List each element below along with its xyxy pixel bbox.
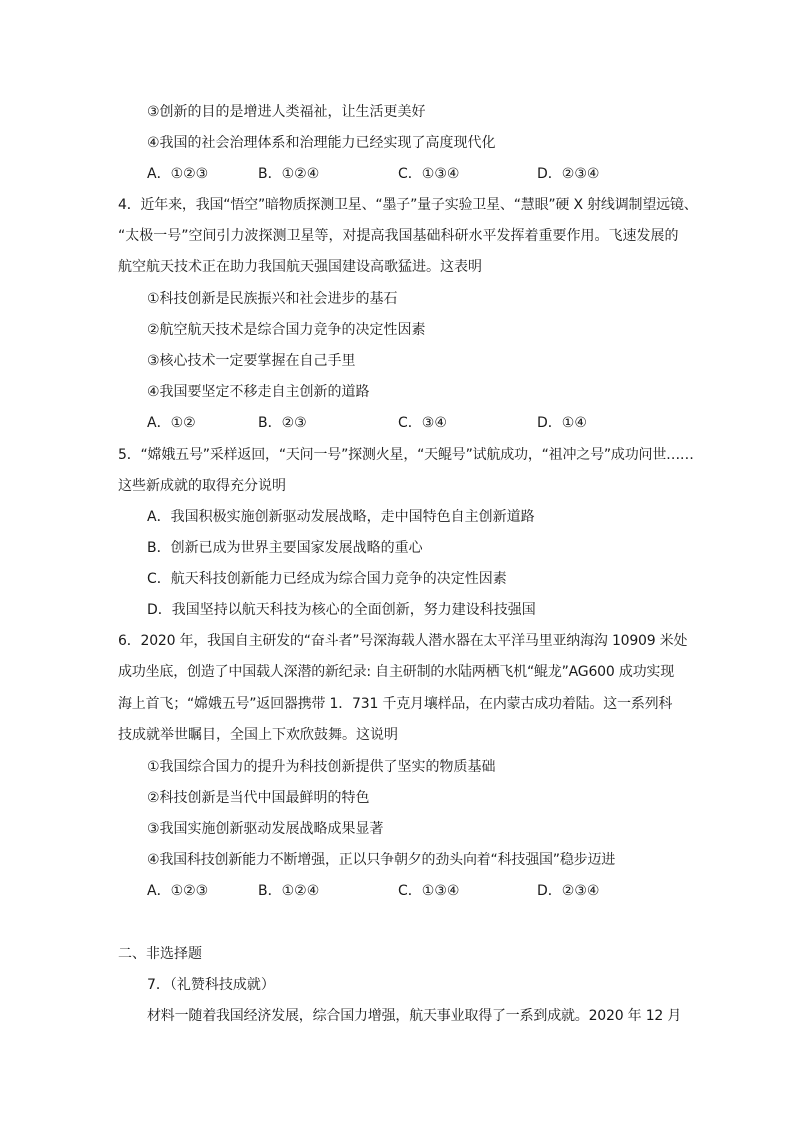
q6-item-1: ①我国综合国力的提升为科技创新提供了坚实的物质基础 bbox=[147, 759, 496, 775]
q6-item-3: ③我国实施创新驱动发展战略成果显著 bbox=[147, 821, 384, 837]
q6-item-2: ②科技创新是当代中国最鲜明的特色 bbox=[147, 790, 370, 806]
q6-option-b: B．①②④ bbox=[258, 883, 320, 899]
q3-item-4: ④我国的社会治理体系和治理能力已经实现了高度现代化 bbox=[147, 135, 496, 151]
q3-option-b: B．①②④ bbox=[258, 166, 320, 182]
q4-option-d: D．①④ bbox=[537, 415, 587, 431]
q5-option-d: D．我国坚持以航天科技为核心的全面创新，努力建设科技强国 bbox=[147, 602, 536, 618]
q4-stem-line-2: “太极一号”空间引力波探测卫星等，对提高我国基础科研水平发挥着重要作用。飞速发展的 bbox=[118, 228, 679, 244]
q4-item-2: ②航空航天技术是综合国力竞争的决定性因素 bbox=[147, 322, 426, 338]
q6-stem-line-4: 技成就举世瞩目，全国上下欢欣鼓舞。这说明 bbox=[118, 727, 398, 743]
q6-stem-line-2: 成功坐底，创造了中国载人深潜的新纪录: 自主研制的水陆两栖飞机“鲲龙”AG600 成功实现 bbox=[118, 664, 675, 680]
q5-option-c: C．航天科技创新能力已经成为综合国力竞争的决定性因素 bbox=[147, 571, 507, 587]
q7-title: 7．（礼赞科技成就） bbox=[147, 977, 275, 993]
q4-option-c: C．③④ bbox=[398, 415, 447, 431]
q5-stem-line-2: 这些新成就的取得充分说明 bbox=[118, 478, 286, 494]
q6-item-4: ④我国科技创新能力不断增强，正以只争朝夕的劲头向着“科技强国”稳步迈进 bbox=[147, 852, 616, 868]
q6-option-c: C．①③④ bbox=[398, 883, 460, 899]
q3-option-a: A．①②③ bbox=[147, 166, 209, 182]
q4-option-b: B．②③ bbox=[258, 415, 307, 431]
q4-stem-line-1: 4．近年来，我国“悟空”暗物质探测卫星、“墨子”量子实验卫星、“慧眼”硬 X 射线调制望远镜、 bbox=[118, 197, 698, 213]
q4-option-a: A．①② bbox=[147, 415, 196, 431]
q7-material-line-1: 材料一随着我国经济发展，综合国力增强，航天事业取得了一系到成就。2020 年 12 月 bbox=[147, 1008, 682, 1024]
q4-stem-line-3: 航空航天技术正在助力我国航天强国建设高歌猛进。这表明 bbox=[118, 259, 482, 275]
q6-option-d: D．②③④ bbox=[537, 883, 600, 899]
q6-option-a: A．①②③ bbox=[147, 883, 209, 899]
q5-stem-line-1: 5．“嫦娥五号”采样返回，“天问一号”探测火星，“天鲲号”试航成功，“祖冲之号”成功问世…… bbox=[118, 447, 694, 463]
q3-item-3: ③创新的目的是增进人类福祉，让生活更美好 bbox=[147, 104, 426, 120]
q5-option-a: A．我国积极实施创新驱动发展战略，走中国特色自主创新道路 bbox=[147, 509, 535, 525]
q5-option-b: B．创新已成为世界主要国家发展战略的重心 bbox=[147, 540, 423, 556]
q4-item-1: ①科技创新是民族振兴和社会进步的基石 bbox=[147, 291, 398, 307]
q4-item-3: ③核心技术一定要掌握在自己手里 bbox=[147, 353, 356, 369]
q3-option-c: C．①③④ bbox=[398, 166, 460, 182]
q6-stem-line-3: 海上首飞；“嫦娥五号”返回器携带 1．731 千克月壤样品，在内蒙古成功着陆。这一系列科 bbox=[118, 696, 673, 712]
q4-item-4: ④我国要坚定不移走自主创新的道路 bbox=[147, 384, 370, 400]
section-heading: 二、非选择题 bbox=[118, 946, 202, 962]
q6-stem-line-1: 6．2020 年，我国自主研发的“奋斗者”号深海载人潜水器在太平洋马里亚纳海沟 10909 米处 bbox=[118, 633, 688, 649]
q3-option-d: D．②③④ bbox=[537, 166, 600, 182]
